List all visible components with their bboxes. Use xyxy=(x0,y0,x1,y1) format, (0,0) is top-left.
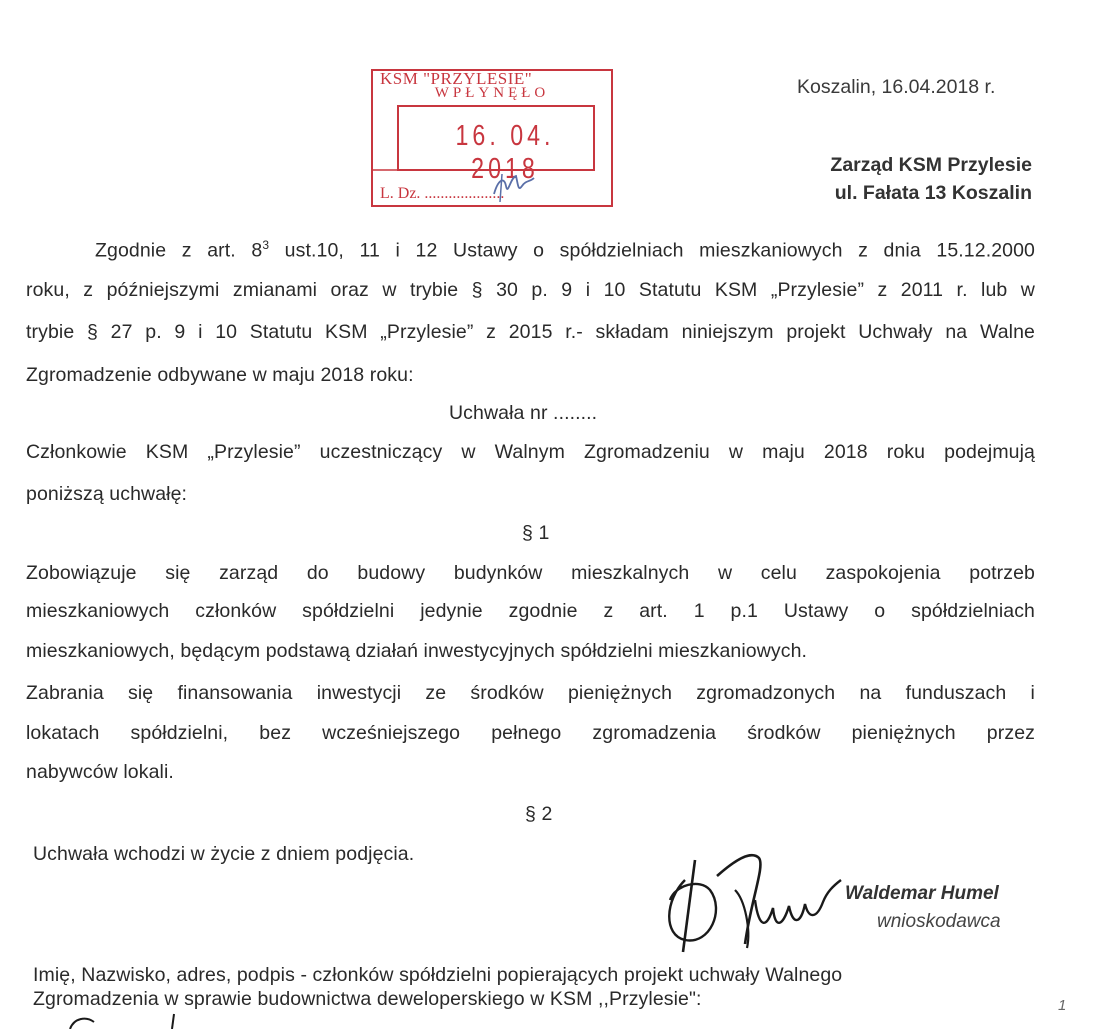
signer-role: wnioskodawca xyxy=(877,911,1001,932)
place-and-date: Koszalin, 16.04.2018 r. xyxy=(797,76,996,98)
page-number: 1 xyxy=(1058,997,1067,1014)
intro-line-2: roku, z późniejszymi zmianami oraz w trybie § 30 p. 9 i 10 Statutu KSM „Przylesie” z 2011 r. lub w xyxy=(26,279,1035,301)
intro-line-3: trybie § 27 p. 9 i 10 Statutu KSM „Przylesie” z 2015 r.- składam niniejszym projekt Uchwały na Walne xyxy=(26,321,1035,343)
received-stamp xyxy=(370,68,614,208)
recipient-name: Zarząd KSM Przylesie xyxy=(830,154,1032,176)
stamp-organization: KSM "PRZYLESIE" xyxy=(380,69,533,88)
section-1-line-5: lokatach spółdzielni, bez wcześniejszego pełnego zgromadzenia środków pieniężnych przez xyxy=(26,722,1035,744)
intro-line-1: Zgodnie z art. $8^3$ ust.10, 11 i 12 Ustawy o spółdzielniach mieszkaniowych z dnia 15.12.2000 xyxy=(95,238,1035,262)
section-1-heading: § 1 xyxy=(522,522,550,544)
preamble-line-2: poniższą uchwałę: xyxy=(26,483,188,505)
cut-off-handwriting xyxy=(60,1012,200,1029)
section-1-line-2: mieszkaniowych członków spółdzielni jedynie zgodnie z art. 1 p.1 Ustawy o spółdzielniach xyxy=(26,600,1035,622)
stamp-received-label: WPŁYNĘŁO xyxy=(434,85,550,101)
footer-line-2: Zgromadzenia w sprawie budownictwa deweloperskiego w KSM ,,Przylesie": xyxy=(33,988,702,1010)
intro-line-4: Zgromadzenie odbywane w maju 2018 roku: xyxy=(26,364,414,386)
stamp-date: 16. 04. 2018 xyxy=(455,120,555,185)
preamble-line-1: Członkowie KSM „Przylesie” uczestniczący w Walnym Zgromadzeniu w maju 2018 roku podejmują xyxy=(26,441,1035,463)
signer-name: Waldemar Humel xyxy=(845,883,999,904)
stamp-initials xyxy=(488,170,538,204)
section-1-line-1: Zobowiązuje się zarząd do budowy budynków mieszkalnych w celu zaspokojenia potrzeb xyxy=(26,562,1035,584)
section-1-line-3: mieszkaniowych, będącym podstawą działań inwestycyjnych spółdzielni mieszkaniowych. xyxy=(26,640,808,662)
footer-line-1: Imię, Nazwisko, adres, podpis - członków spółdzielni popierających projekt uchwały Walnego xyxy=(33,964,843,986)
section-1-line-6: nabywców lokali. xyxy=(26,761,174,783)
section-1-line-4: Zabrania się finansowania inwestycji ze środków pieniężnych zgromadzonych na funduszach i xyxy=(26,682,1035,704)
handwritten-signature xyxy=(655,840,845,960)
recipient-address: ul. Fałata 13 Koszalin xyxy=(834,182,1032,204)
resolution-title: Uchwała nr ........ xyxy=(449,402,598,424)
stamp-register-number: L. Dz. .................... xyxy=(380,185,505,202)
section-2-text: Uchwała wchodzi w życie z dniem podjęcia. xyxy=(33,843,415,865)
section-2-heading: § 2 xyxy=(525,803,553,825)
